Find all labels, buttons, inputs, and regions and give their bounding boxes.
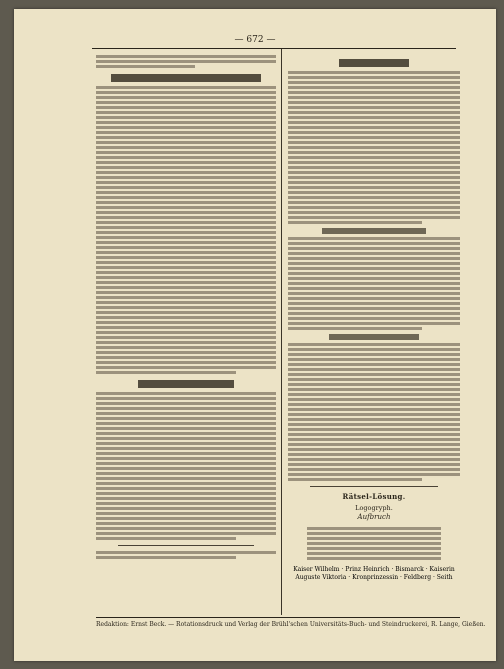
sub-heading-weihnachtsmarkt: [322, 228, 426, 234]
text-line: [288, 131, 460, 134]
text-line: [96, 291, 276, 294]
text-line: [288, 448, 460, 451]
text-line: [288, 126, 460, 129]
text-line: [96, 226, 276, 229]
text-line: [96, 106, 276, 109]
text-line: [96, 221, 276, 224]
text-line: [96, 316, 276, 319]
text-line: [288, 408, 460, 411]
text-line: [288, 262, 460, 265]
text-line: [96, 121, 276, 124]
text-line: [307, 547, 441, 550]
text-line: [288, 176, 460, 179]
text-line: [96, 146, 276, 149]
text-line: [288, 71, 460, 74]
text-line: [96, 301, 276, 304]
text-line: [96, 131, 276, 134]
text-line: [288, 81, 460, 84]
text-line: [96, 101, 276, 104]
text-line: [96, 447, 276, 450]
text-line: [288, 76, 460, 79]
text-line: [288, 433, 460, 436]
text-line: [288, 186, 460, 189]
text-line: [96, 356, 276, 359]
text-line: [288, 438, 460, 441]
text-line: [288, 121, 460, 124]
separator-rule: [310, 486, 438, 487]
article-heading-vermischtes: [339, 59, 409, 67]
text-line: [96, 161, 276, 164]
text-line: [288, 96, 460, 99]
text-line: [288, 398, 460, 401]
text-line: [288, 373, 460, 376]
text-line: [288, 116, 460, 119]
text-line: [96, 351, 276, 354]
separator-rule: [118, 545, 254, 546]
text-line: [96, 126, 276, 129]
text-line: [288, 358, 460, 361]
text-line: [96, 477, 276, 480]
text-line: [96, 492, 276, 495]
text-line: [96, 96, 276, 99]
right-column: [288, 53, 460, 581]
text-line: [96, 361, 276, 364]
text-line: [288, 221, 422, 224]
solution-type-label: Logogryph.: [355, 504, 393, 512]
text-line: [96, 196, 276, 199]
text-line: [96, 427, 276, 430]
text-line: [288, 353, 460, 356]
top-rule: [92, 48, 456, 49]
text-line: [288, 418, 460, 421]
text-line: [288, 322, 460, 325]
text-line: [288, 151, 460, 154]
text-line: [96, 432, 276, 435]
text-line: [96, 467, 276, 470]
text-line: [96, 271, 276, 274]
text-line: [96, 437, 276, 440]
text-line: [96, 306, 276, 309]
text-line: [288, 378, 460, 381]
text-line: [288, 141, 460, 144]
text-line: [96, 346, 276, 349]
text-line: [96, 442, 276, 445]
page-number: — 672 —: [234, 35, 276, 45]
solution-title: Rätsel-Lösung.: [342, 492, 406, 501]
text-line: [96, 402, 276, 405]
text-line: [96, 371, 236, 374]
text-line: [96, 166, 276, 169]
text-line: [288, 343, 460, 346]
text-line: [96, 231, 276, 234]
text-line: [288, 136, 460, 139]
text-line: [96, 241, 276, 244]
text-line: [96, 497, 276, 500]
text-line: [96, 336, 276, 339]
text-line: [96, 537, 236, 540]
text-line: [96, 517, 276, 520]
text-line: [96, 256, 276, 259]
text-line: [288, 161, 460, 164]
text-line: [288, 216, 460, 219]
text-line: [307, 552, 441, 555]
solution-names: Kaiser Wilhelm · Prinz Heinrich · Bismarck · Kaiserin Auguste Viktoria · Kronprinzessin · Feldberg · Seith: [293, 566, 455, 581]
text-line: [96, 397, 276, 400]
riddle-solution: [288, 492, 460, 521]
text-line: [288, 413, 460, 416]
text-line: [96, 502, 276, 505]
text-line: [96, 251, 276, 254]
text-line: [288, 91, 460, 94]
text-line: [288, 146, 460, 149]
text-line: [96, 296, 276, 299]
text-line: [96, 216, 276, 219]
text-line: [288, 111, 460, 114]
text-line: [288, 302, 460, 305]
text-line: [288, 458, 460, 461]
text-line: [96, 556, 236, 559]
text-line: [96, 91, 276, 94]
text-line: [288, 191, 460, 194]
text-line: [288, 393, 460, 396]
text-line: [96, 341, 276, 344]
text-line: [288, 287, 460, 290]
text-line: [96, 266, 276, 269]
text-line: [288, 156, 460, 159]
text-line: [288, 368, 460, 371]
text-line: [96, 366, 276, 369]
text-line: [96, 462, 276, 465]
text-line: [96, 261, 276, 264]
text-line: [288, 307, 460, 310]
text-line: [288, 453, 460, 456]
text-line: [96, 311, 276, 314]
imprint-footer: Redaktion: Ernst Beck. — Rotationsdruck und Verlag der Brühl'schen Universitäts-Buch- und Steindruckerei, R. Lange, Gießen.: [96, 617, 460, 628]
text-line: [307, 527, 441, 530]
article-heading-dorfmuseum: [111, 74, 261, 82]
text-line: [288, 206, 460, 209]
text-line: [288, 383, 460, 386]
text-line: [288, 101, 460, 104]
text-line: [288, 348, 460, 351]
text-line: [96, 331, 276, 334]
text-line: [96, 321, 276, 324]
text-line: [288, 473, 460, 476]
text-line: [288, 211, 460, 214]
text-line: [288, 423, 460, 426]
left-column: [96, 53, 276, 561]
text-line: [96, 136, 276, 139]
text-line: [96, 326, 276, 329]
text-line: [288, 267, 460, 270]
text-line: [288, 363, 460, 366]
text-line: [96, 211, 276, 214]
text-line: [288, 463, 460, 466]
text-line: [96, 181, 276, 184]
text-line: [288, 247, 460, 250]
text-line: [96, 55, 276, 58]
text-line: [96, 116, 276, 119]
text-line: [96, 412, 276, 415]
text-line: [288, 257, 460, 260]
text-line: [96, 151, 276, 154]
text-line: [288, 282, 460, 285]
text-line: [288, 86, 460, 89]
text-line: [96, 457, 276, 460]
text-line: [96, 186, 276, 189]
text-line: [307, 537, 441, 540]
article-heading-weihnachtszeit: [138, 380, 234, 388]
text-line: [96, 171, 276, 174]
text-line: [288, 312, 460, 315]
text-line: [288, 201, 460, 204]
text-line: [288, 166, 460, 169]
newspaper-page: [14, 9, 496, 661]
text-line: [96, 246, 276, 249]
text-line: [96, 236, 276, 239]
text-line: [288, 252, 460, 255]
text-line: [288, 297, 460, 300]
text-line: [288, 242, 460, 245]
text-line: [288, 428, 460, 431]
text-line: [96, 206, 276, 209]
text-line: [288, 171, 460, 174]
text-line: [96, 551, 276, 554]
text-line: [96, 417, 276, 420]
text-line: [96, 452, 276, 455]
text-line: [288, 388, 460, 391]
text-line: [96, 392, 276, 395]
text-line: [96, 527, 276, 530]
text-line: [96, 407, 276, 410]
solution-answer: Aufbruch: [357, 513, 391, 521]
text-line: [288, 106, 460, 109]
text-line: [96, 201, 276, 204]
text-line: [96, 65, 195, 68]
text-line: [307, 542, 441, 545]
text-line: [96, 487, 276, 490]
text-line: [307, 532, 441, 535]
text-line: [96, 60, 276, 63]
text-line: [96, 141, 276, 144]
text-line: [288, 478, 422, 481]
text-line: [288, 468, 460, 471]
text-line: [307, 557, 441, 560]
text-line: [288, 327, 422, 330]
text-line: [288, 403, 460, 406]
text-line: [96, 156, 276, 159]
text-line: [96, 191, 276, 194]
text-line: [96, 482, 276, 485]
text-line: [288, 317, 460, 320]
text-line: [96, 281, 276, 284]
text-line: [96, 507, 276, 510]
text-line: [288, 272, 460, 275]
column-divider: [281, 49, 282, 615]
text-line: [96, 276, 276, 279]
text-line: [288, 443, 460, 446]
text-line: [96, 111, 276, 114]
text-line: [96, 176, 276, 179]
text-line: [288, 277, 460, 280]
text-line: [96, 522, 276, 525]
text-line: [96, 512, 276, 515]
text-line: [288, 196, 460, 199]
text-line: [96, 532, 276, 535]
text-line: [96, 86, 276, 89]
text-line: [96, 472, 276, 475]
sub-heading-weihnachts-literatur: [329, 334, 419, 340]
text-line: [96, 422, 276, 425]
text-line: [288, 237, 460, 240]
text-line: [288, 292, 460, 295]
text-line: [288, 181, 460, 184]
text-line: [96, 286, 276, 289]
